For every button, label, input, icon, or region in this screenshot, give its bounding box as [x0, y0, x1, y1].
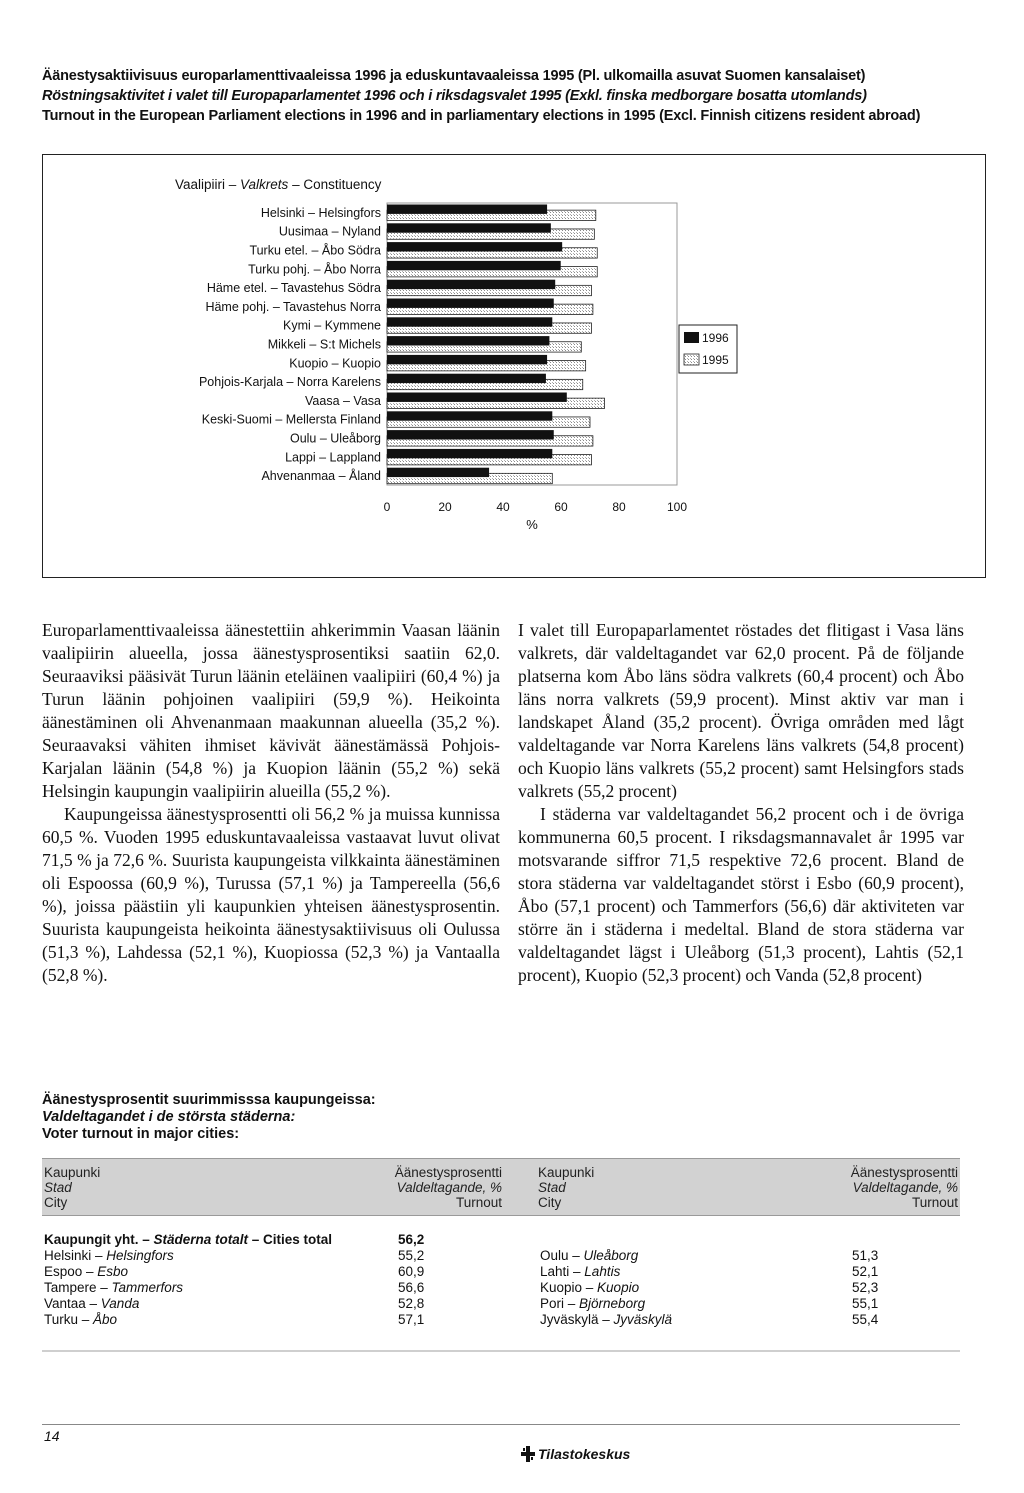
body-text-finnish	[42, 619, 500, 987]
header-city-sv-right: Stad	[538, 1180, 566, 1195]
bar-1996	[387, 261, 561, 270]
legend-label-1995: 1995	[702, 353, 729, 367]
bar-1996	[387, 393, 567, 402]
heading-finnish: Äänestysaktiivisuus europarlamenttivaaleissa 1996 ja eduskuntavaaleissa 1995 (Pl. ulkomailla asuvat Suomen kansalaiset)	[42, 68, 866, 84]
table-row	[540, 1312, 960, 1328]
category-label: Helsinki – Helsingfors	[260, 205, 381, 220]
x-tick-label: 40	[496, 500, 510, 514]
header-pct-fi-right: Äänestysprosentti	[850, 1165, 958, 1180]
page-heading	[42, 66, 1002, 126]
category-label: Ahvenanmaa – Åland	[261, 469, 381, 484]
table-row	[44, 1312, 444, 1328]
x-axis-label: %	[526, 517, 538, 532]
city-turnout: 56,6	[398, 1280, 425, 1295]
city-name-fi: Turku –	[44, 1312, 94, 1327]
paragraph: I valet till Europaparlamentet röstades det flitigast i Vasa läns valkrets, där valdeltagandet var 62,0 procent. På de följande platserna kom Åbo läns södra valkrets (60,4 procent) och Åbo läns norra valkrets (59,9 procent). Minst aktiv var man i landskapet Åland (35,2 procent). Övriga områden med lågt valdeltagande var Norra Karelens läns valkrets (54,8 procent) och Kuopio läns valkrets (55,2 procent) samt Helsingfors stads valkrets (55,2 procent)	[518, 620, 964, 801]
city-name-sv: Esbo	[97, 1264, 129, 1279]
city-name-fi: Vantaa –	[44, 1296, 101, 1311]
header-city-sv: Stad	[44, 1180, 72, 1195]
city-turnout: 51,3	[852, 1248, 879, 1263]
bar-1996	[387, 223, 551, 232]
table-row	[44, 1248, 444, 1264]
category-label: Kuopio – Kuopio	[289, 356, 381, 371]
city-name-fi: Pori –	[540, 1296, 580, 1311]
city-name-fi: Espoo –	[44, 1264, 98, 1279]
bar-1996	[387, 280, 555, 289]
table-row	[44, 1264, 444, 1280]
paragraph: Kaupungeissa äänestysprosentti oli 56,2 % ja muissa kunnissa 60,5 %. Vuoden 1995 eduskuntavaaleissa vastaavat luvut olivat 71,5 % ja 72,6 %. Suurista kaupungeista vilkkainta äänestäminen oli Espoossa (60,9 %), Turussa (57,1 %) ja Tampereella (56,6 %), joissa päästiin yli kaupunkien yhteisen äänestysprosentin. Suurista kaupungeista heikointa äänestysaktiivisuus oli Oulussa (51,3 %), Lahdessa (52,1 %), Kuopiossa (52,3 %) ja Vantaalla (52,8 %).	[42, 804, 500, 985]
body-text-swedish	[518, 619, 964, 987]
bar-1996	[387, 355, 547, 364]
table-row	[44, 1280, 444, 1296]
header-pct-fi: Äänestysprosentti	[394, 1165, 502, 1180]
x-tick-label: 0	[383, 500, 391, 514]
legend-label-1996: 1996	[702, 331, 729, 345]
category-label: Turku etel. – Åbo Södra	[249, 243, 381, 258]
bar-1996	[387, 336, 549, 345]
header-pct-sv: Valdeltagande, %	[396, 1180, 502, 1195]
table-title-english: Voter turnout in major cities:	[42, 1126, 240, 1142]
category-label: Turku pohj. – Åbo Norra	[248, 262, 381, 277]
bar-1996	[387, 374, 546, 383]
bar-1996	[387, 299, 554, 308]
bar-1996	[387, 317, 552, 326]
bar-1996	[387, 411, 552, 420]
publisher-name: Tilastokeskus	[538, 1446, 631, 1462]
x-tick-label: 80	[612, 500, 626, 514]
city-turnout: 57,1	[398, 1312, 425, 1327]
total-label-sv: Städerna totalt	[153, 1232, 249, 1247]
bar-1996	[387, 242, 562, 251]
table-row	[540, 1280, 960, 1296]
city-name-sv: Helsingfors	[106, 1248, 174, 1263]
bar-1996	[387, 430, 554, 439]
category-label: Häme pohj. – Tavastehus Norra	[205, 299, 381, 314]
header-city-en: City	[44, 1195, 68, 1210]
paragraph: Europarlamenttivaaleissa äänestettiin ahkerimmin Vaasan läänin vaalipiirin alueella, jossa äänestysprosentiksi saatiin 62,0. Seuraaviksi pääsivät Turun läänin eteläinen vaalipiiri (60,4 %) ja Turun läänin pohjoinen vaalipiiri (59,9 %). Heikointa äänestäminen oli Ahvenanmaan maakunnan alueella (35,2 %). Seuraavaksi vähiten ihmiset kävivät äänestämässä Pohjois-Karjalan läänin (54,8 %) ja Kuopion läänin (55,2 %) sekä Helsingin kaupungin vaalipiirin alueilla (55,2 %).	[42, 620, 500, 801]
chart-title	[175, 177, 382, 192]
category-label: Häme etel. – Tavastehus Södra	[206, 281, 381, 296]
legend-swatch-1996	[684, 332, 699, 343]
table-bottom-divider	[42, 1350, 960, 1352]
total-label-en: – Cities total	[248, 1232, 333, 1247]
total-value: 56,2	[398, 1232, 425, 1247]
city-name-sv: Uleåborg	[583, 1248, 639, 1263]
heading-swedish: Röstningsaktivitet i valet till Europaparlamentet 1996 och i riksdagsvalet 1995 (Exkl. finska medborgare bosatta utomlands)	[42, 88, 867, 104]
city-turnout: 55,1	[852, 1296, 879, 1311]
table-row	[540, 1264, 960, 1280]
paragraph: I städerna var valdeltagandet 56,2 procent och i de övriga kommunerna 60,5 procent. I riksdagsmannavalet år 1995 var motsvarande siffror 71,5 respektive 72,6 procent. Bland de stora städerna var valdeltagandet störst i Esbo (60,9 procent), Åbo (57,1 procent) och Tammerfors (56,6) där aktiviteten var större än i städerna i medeltal. Bland de stora städerna var valdeltagandet lägst i Uleåborg (51,3 procent), Lahtis (52,1 procent), Kuopio (52,3 procent) och Vanda (52,8 procent)	[518, 804, 964, 985]
city-name-sv: Tammerfors	[111, 1280, 184, 1295]
city-turnout: 52,8	[398, 1296, 425, 1311]
city-name-fi: Kuopio –	[540, 1280, 598, 1295]
chart-title-part: – Constituency	[288, 177, 382, 192]
city-name-fi: Tampere –	[44, 1280, 112, 1295]
city-name-sv: Jyväskylä	[613, 1312, 673, 1327]
city-name-fi: Oulu –	[540, 1248, 584, 1263]
city-turnout: 52,3	[852, 1280, 879, 1295]
table-header	[42, 1158, 960, 1216]
table-row-total	[44, 1232, 444, 1248]
table-row	[540, 1296, 960, 1312]
total-label-fi: Kaupungit yht. –	[44, 1232, 154, 1247]
city-name-fi: Jyväskylä –	[540, 1312, 614, 1327]
city-name-sv: Vanda	[100, 1296, 140, 1311]
turnout-bar-chart	[43, 155, 985, 577]
category-label: Lappi – Lappland	[285, 450, 381, 465]
x-tick-label: 100	[666, 500, 688, 514]
table-right-column	[540, 1248, 960, 1328]
city-turnout: 55,2	[398, 1248, 425, 1263]
chart-title-part: Vaalipiiri	[175, 177, 226, 192]
header-city-fi: Kaupunki	[44, 1165, 101, 1180]
city-name-sv: Åbo	[93, 1312, 118, 1327]
header-pct-sv-right: Valdeltagande, %	[852, 1180, 958, 1195]
city-name-fi: Lahti –	[540, 1264, 585, 1279]
bar-1996	[387, 468, 489, 477]
city-name-sv: Kuopio	[597, 1280, 640, 1295]
footer-divider	[42, 1424, 960, 1425]
table-title-swedish: Valdeltagandet i de största städerna:	[42, 1109, 296, 1125]
bar-1996	[387, 449, 552, 458]
category-label: Pohjois-Karjala – Norra Karelens	[198, 375, 381, 390]
city-turnout: 52,1	[852, 1264, 879, 1279]
city-name-fi: Helsinki –	[44, 1248, 107, 1263]
legend-swatch-1995	[684, 354, 699, 365]
header-city-fi-right: Kaupunki	[538, 1165, 595, 1180]
table-title-finnish: Äänestysprosentit suurimmisssa kaupungeissa:	[42, 1092, 376, 1108]
category-label: Uusimaa – Nyland	[278, 224, 381, 239]
city-name-sv: Lahtis	[584, 1264, 621, 1279]
category-label: Oulu – Uleåborg	[289, 431, 381, 446]
header-city-en-right: City	[538, 1195, 562, 1210]
x-tick-label: 60	[554, 500, 568, 514]
table-row	[540, 1248, 960, 1264]
city-turnout: 60,9	[398, 1264, 425, 1279]
table-left-column	[44, 1232, 444, 1328]
header-pct-en: Turnout	[455, 1195, 502, 1210]
chart-title-part: – Valkrets	[225, 177, 289, 192]
category-label: Keski-Suomi – Mellersta Finland	[201, 412, 381, 427]
turnout-chart-frame	[42, 154, 986, 578]
page-number: 14	[44, 1428, 60, 1444]
heading-english: Turnout in the European Parliament elections in 1996 and in parliamentary elections in 1995 (Excl. Finnish citizens resident abroad)	[42, 108, 921, 124]
table-title	[42, 1092, 376, 1143]
category-label: Mikkeli – S:t Michels	[267, 337, 381, 352]
bar-1996	[387, 205, 547, 214]
x-tick-label: 20	[438, 500, 452, 514]
header-pct-en-right: Turnout	[911, 1195, 958, 1210]
table-row	[44, 1296, 444, 1312]
city-name-sv: Björneborg	[579, 1296, 646, 1311]
tilastokeskus-logo-icon	[520, 1445, 536, 1463]
category-label: Kymi – Kymmene	[283, 318, 381, 333]
category-label: Vaasa – Vasa	[305, 393, 381, 408]
city-turnout: 55,4	[852, 1312, 879, 1327]
